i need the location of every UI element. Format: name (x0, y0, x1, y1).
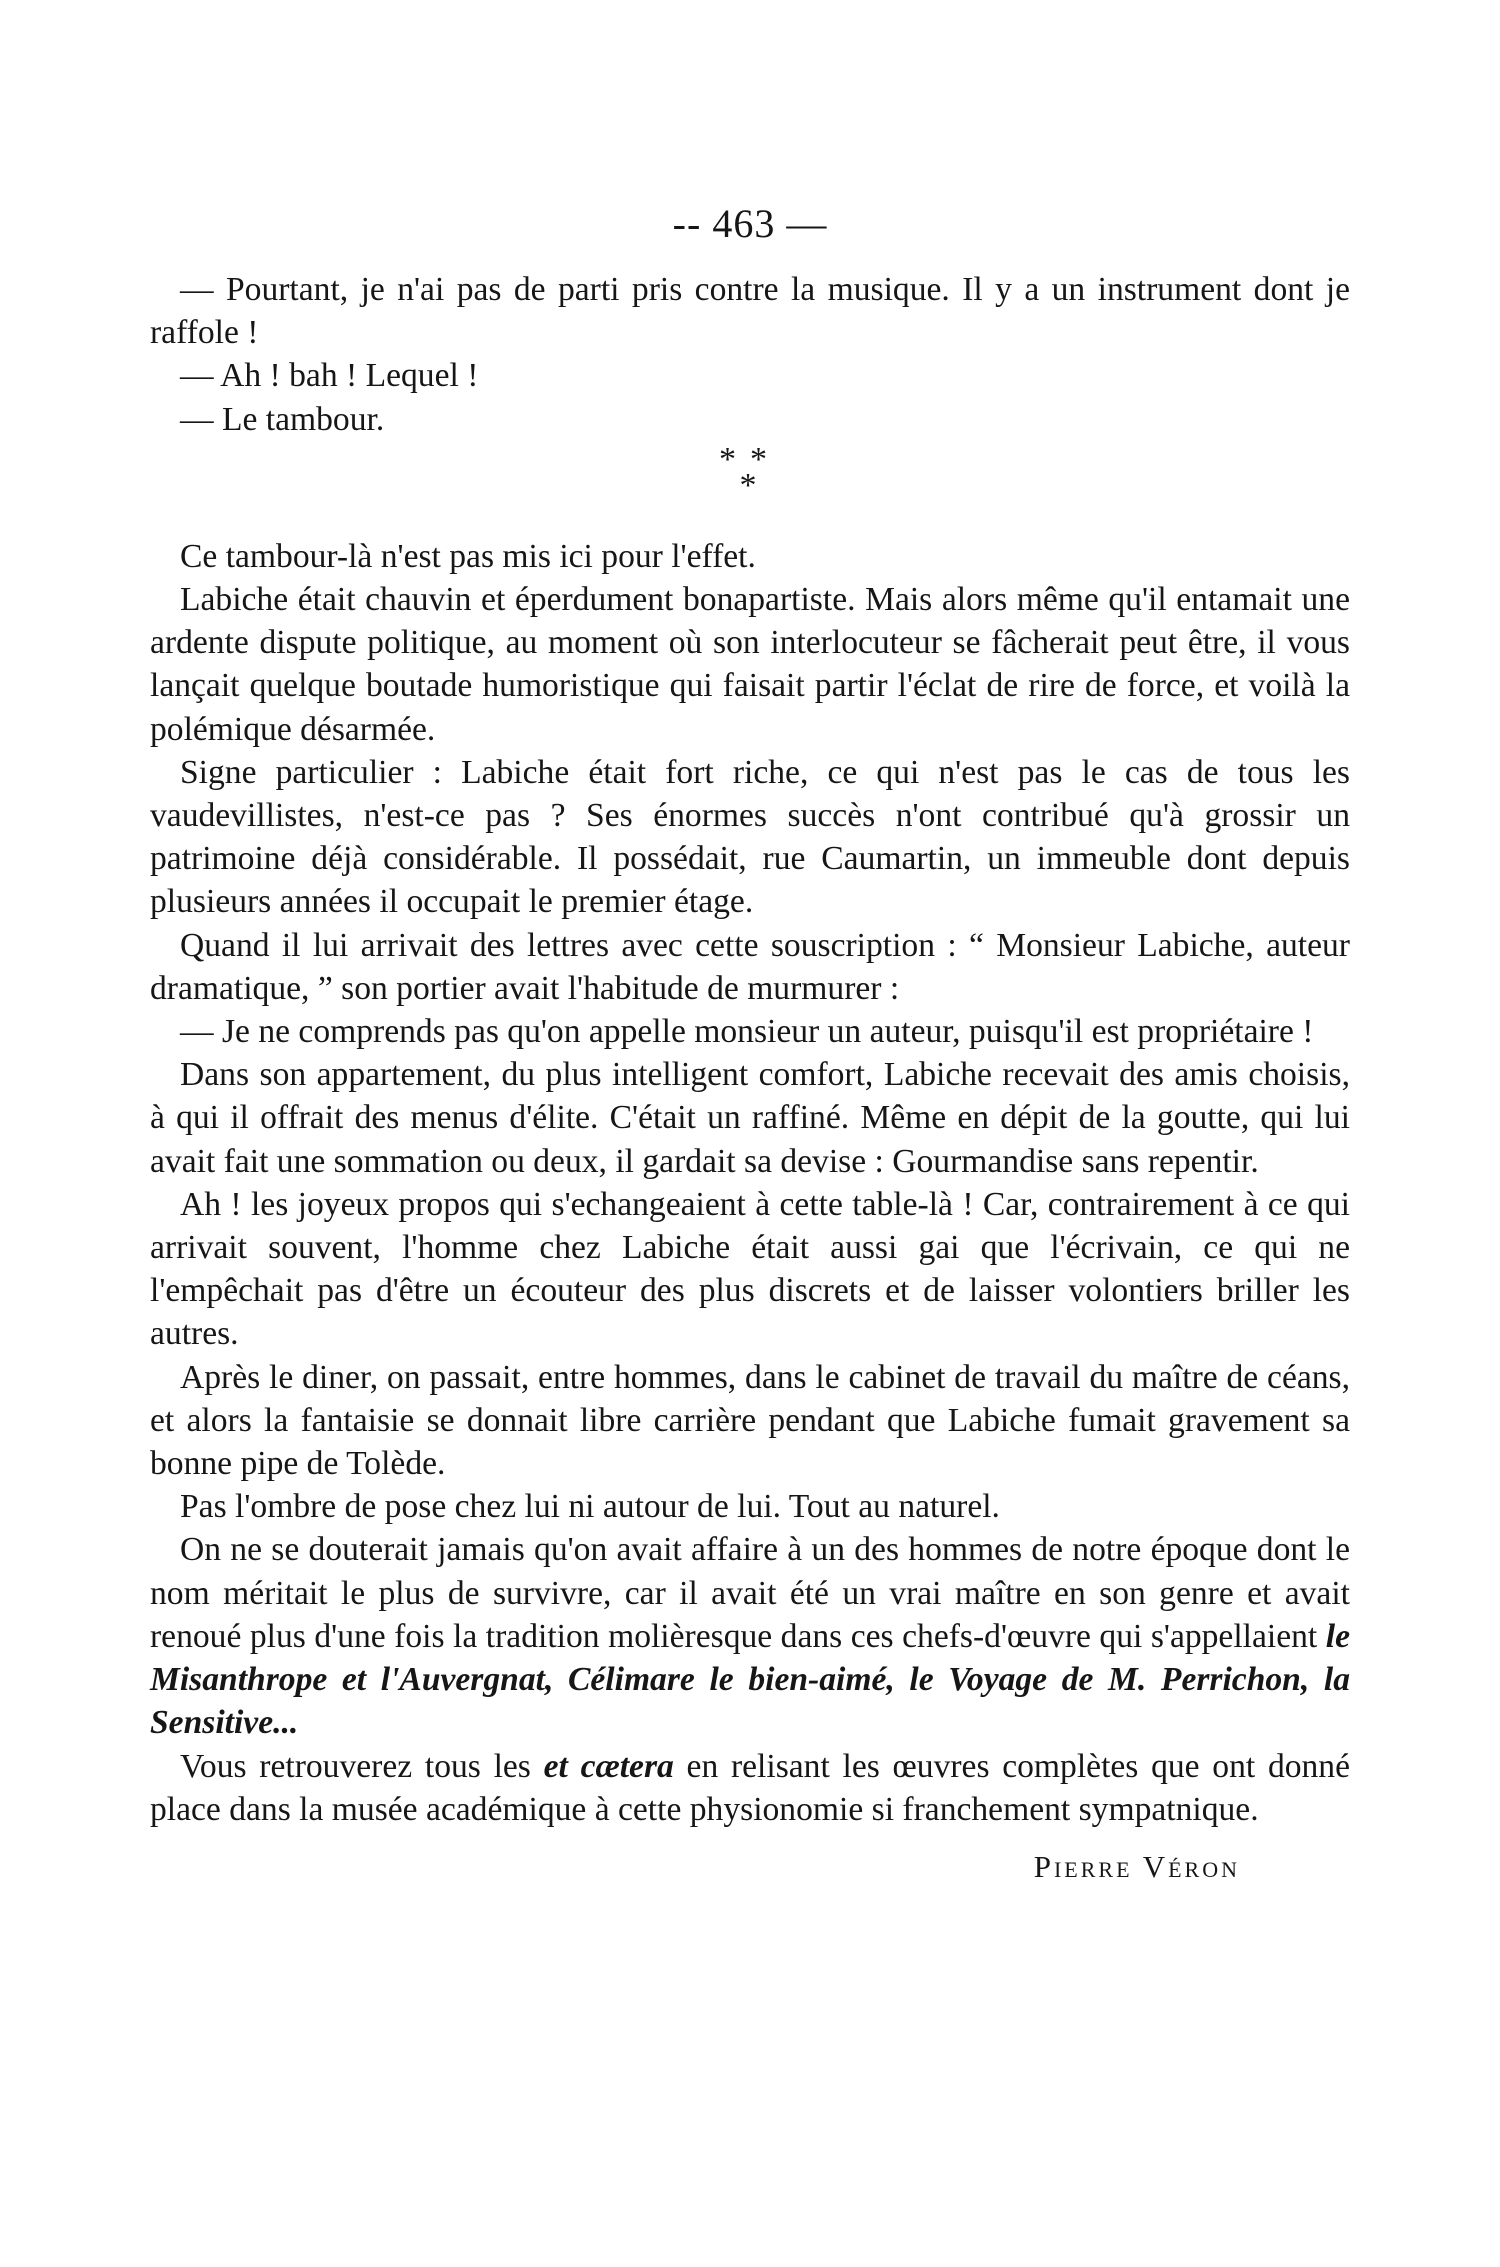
paragraph: Pas l'ombre de pose chez lui ni autour de lui. Tout au naturel. (180, 1488, 1000, 1526)
asterism-separator (150, 440, 1350, 507)
paragraph: Signe particulier : Labiche était fort riche, ce qui n'est pas le cas de tous les vaudevillistes, n'est-ce pas ? Ses énormes succès n'ont contribué qu'à grossir un patrimoine déjà considérable. Il possédait, rue Caumartin, un immeuble dont depuis plusieurs années il occupait le premier étage. (150, 753, 1350, 921)
page-number: -- 463 — (672, 201, 828, 246)
paragraph: Ce tambour-là n'est pas mis ici pour l'effet. (180, 537, 756, 575)
paragraph: Après le diner, on passait, entre hommes, dans le cabinet de travail du maître de céans, et alors la fantaisie se donnait libre carrière pendant que Labiche fumait gravement sa bonne pipe de Tolède. (150, 1358, 1350, 1483)
paragraph: Dans son appartement, du plus intelligent comfort, Labiche recevait des amis choisis, à qui il offrait des menus d'élite. C'était un raffiné. Même en dépit de la goutte, qui lui avait fait une sommation ou deux, il gardait sa devise : Gourmandise sans repentir. (150, 1056, 1350, 1180)
paragraph-with-titles (150, 1528, 1350, 1744)
closing-paragraph (150, 1745, 1350, 1831)
paragraph-text: On ne se douterait jamais qu'on avait affaire à un des hommes de notre époque dont le nom méritait le plus de survivre, car il avait été un vrai maître en son genre et avait renoué plus d'une fois la tradition molièresque dans ces chefs-d'œuvre qui s'appellaient (150, 1531, 1350, 1655)
dialogue-line: — Le tambour. (180, 400, 385, 438)
page-text (150, 268, 1350, 1888)
paragraph: Labiche était chauvin et éperdument bonapartiste. Mais alors même qu'il entamait une ardente dispute politique, au moment où son interlocuteur se fâcherait peut être, il vous lançait quelque boutade humoristique qui faisait partir l'éclat de rire de force, et voilà la polémique désarmée. (150, 581, 1350, 748)
paragraph: — Je ne comprends pas qu'on appelle monsieur un auteur, puisqu'il est propriétaire ! (180, 1013, 1314, 1051)
dialogue-line: — Ah ! bah ! Lequel ! (180, 357, 479, 395)
emphasis-text: et cætera (543, 1747, 674, 1785)
paragraph-text: Vous retrouverez tous les (180, 1747, 544, 1785)
asterism-top: ** (719, 440, 781, 478)
asterism-bottom: * (739, 466, 757, 504)
paragraph: Ah ! les joyeux propos qui s'echangeaient à cette table-là ! Car, contrairement à ce qui arrivait souvent, l'homme chez Labiche était aussi gai que l'écrivain, ce qui ne l'empêchait pas d'être un écouteur des plus discrets et de laisser volontiers briller les autres. (150, 1185, 1350, 1353)
paragraph: Quand il lui arrivait des lettres avec cette souscription : “ Monsieur Labiche, auteur dramatique, ” son portier avait l'habitude de murmurer : (150, 926, 1350, 1007)
dialogue-line: — Pourtant, je n'ai pas de parti pris contre la musique. Il y a un instrument dont je raffole ! (150, 271, 1350, 352)
paragraph-text: en relisant les œuvres complètes que ont donné place dans la musée académique à cette physionomie si franchement sympatnique. (150, 1747, 1350, 1828)
play-titles: le Misanthrope et l'Auvergnat, Célimare le bien-aimé, le Voyage de M. Perrichon, la Sensitive... (150, 1617, 1350, 1742)
author-signature: Pierre Véron (1033, 1848, 1240, 1884)
